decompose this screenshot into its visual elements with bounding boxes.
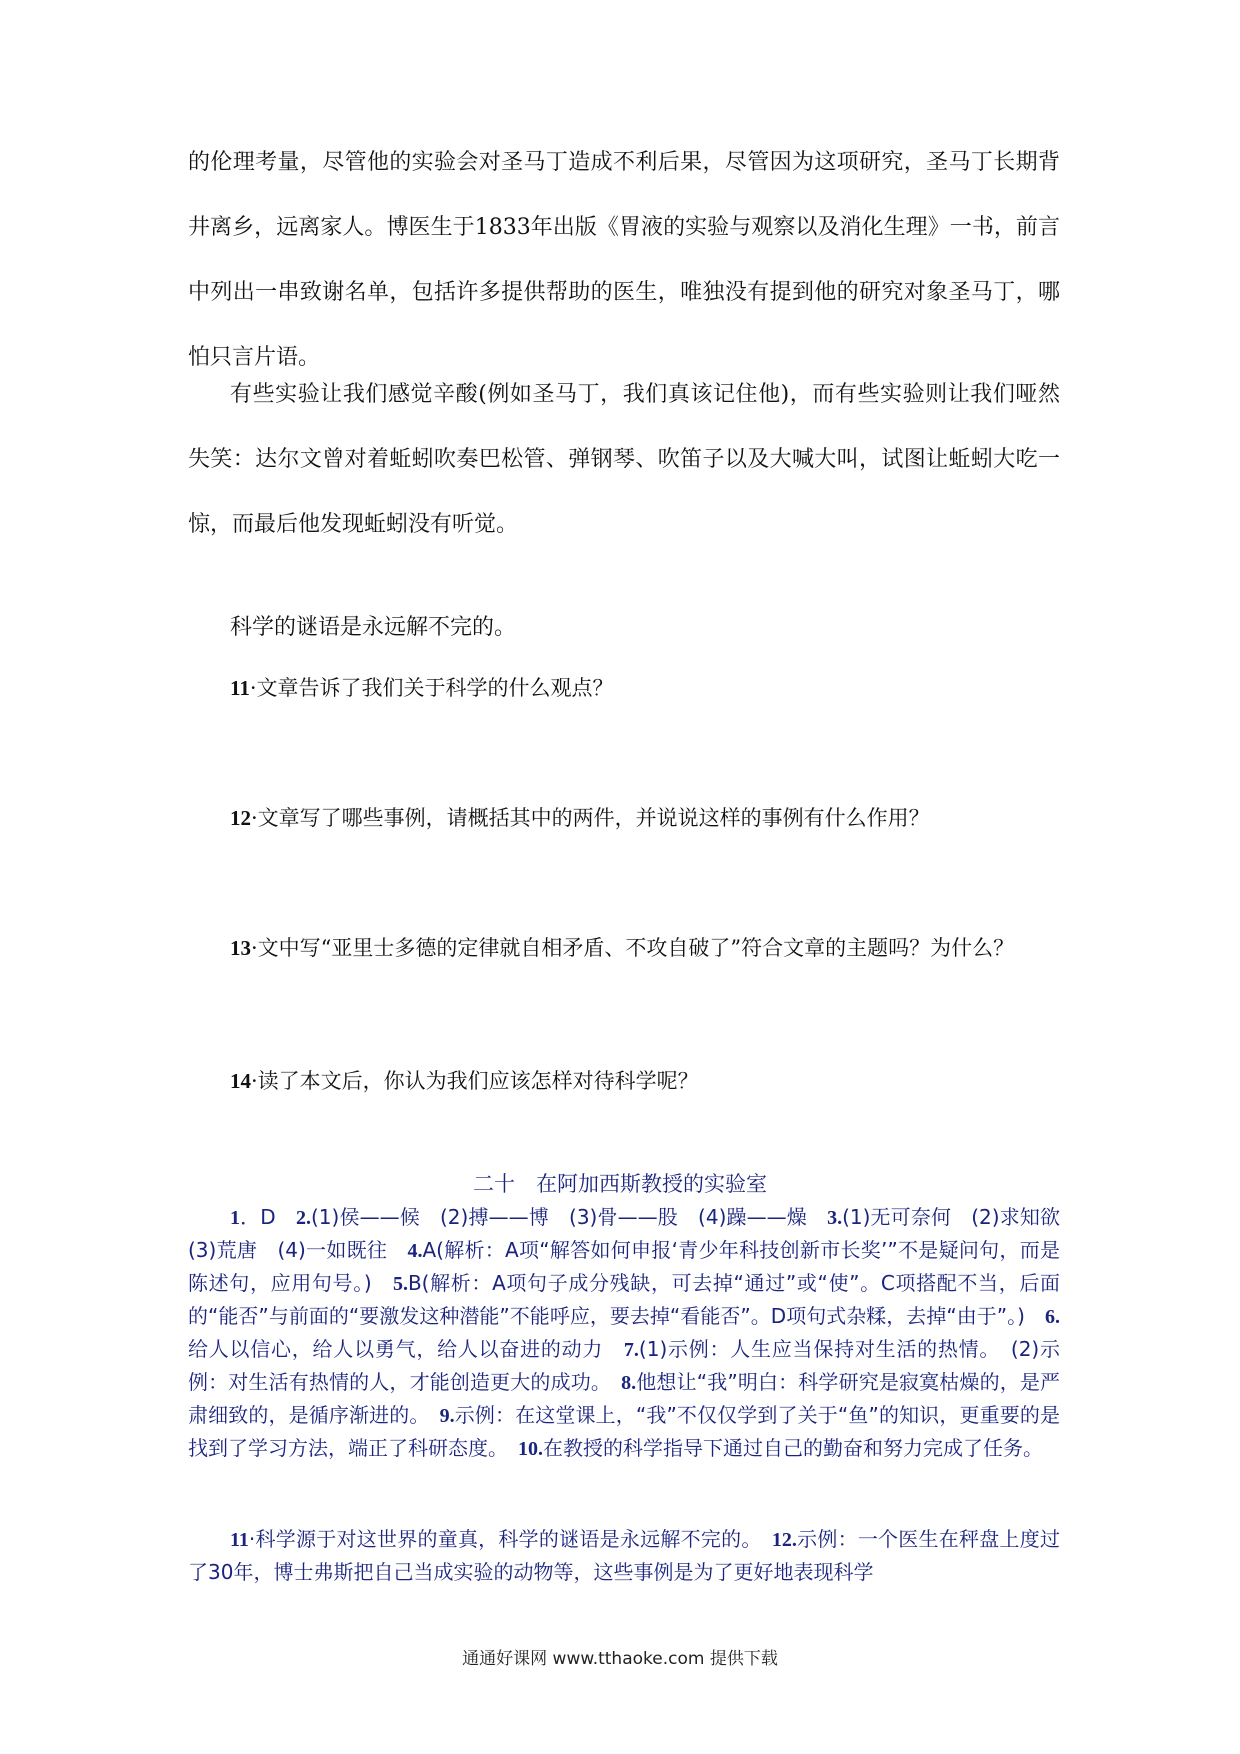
answer-number: 7.: [623, 1339, 639, 1361]
question-number: 13: [230, 936, 251, 960]
question-text: ·文章写了哪些事例，请概括其中的两件，并说说这样的事例有什么作用？: [251, 806, 930, 830]
question-number: 11: [230, 676, 250, 700]
answer-number: 1: [230, 1207, 240, 1229]
question-number: 14: [230, 1069, 251, 1093]
answer-number: 11: [230, 1529, 249, 1551]
answer-text: (1)无可奈何 (2)求知欲 (3)荒唐 (4)一如既往: [188, 1205, 1080, 1262]
answer-text: 在教授的科学指导下通过自己的勤奋和努力完成了任务。: [543, 1436, 1043, 1460]
answer-number: 3.: [827, 1207, 843, 1229]
question-14: [188, 1065, 1060, 1098]
question-11: [188, 672, 1060, 705]
answer-section-title: 二十 在阿加西斯教授的实验室: [473, 1172, 767, 1196]
question-number: 12: [230, 806, 251, 830]
answer-text: ·科学源于对这世界的童真，科学的谜语是永远解不完的。: [248, 1527, 772, 1551]
answer-text: B(解析：A项句子成分残缺，可去掉“通过”或“使”。C项搭配不当，后面的“能否”与前面的“要激发这种潜能”不能呼应，要去掉“看能否”。D项句式杂糅，去掉“由于”。): [188, 1271, 1060, 1328]
answer-block-2: [188, 1523, 1060, 1588]
answer-number: 4.: [407, 1240, 423, 1262]
answer-number: 12.: [771, 1529, 797, 1551]
answer-text: 示例：在这堂课上，“我”不仅仅学到了关于“鱼”的知识，更重要的是找到了学习方法，端正了科研态度。: [188, 1403, 1060, 1460]
answer-text: 他想让“我”明白：科学研究是寂寞枯燥的，是严肃细致的，是循序渐进的。: [188, 1370, 1060, 1427]
answer-text: (1)示例：人生应当保持对生活的热情。 (2)示例：对生活有热情的人，才能创造更大的成功。: [188, 1337, 1060, 1394]
passage-paragraph-1: 的伦理考量，尽管他的实验会对圣马丁造成不利后果，尽管因为这项研究，圣马丁长期背井离乡，远离家人。博医生于1833年出版《胃液的实验与观察以及消化生理》一书，前言中列出一串致谢名单，包括许多提供帮助的医生，唯独没有提到他的研究对象圣马丁，哪怕只言片语。: [188, 150, 1060, 370]
answer-number: 5.: [392, 1273, 408, 1295]
answer-number: 10.: [518, 1438, 543, 1460]
answer-text: 给人以信心，给人以勇气，给人以奋进的动力: [188, 1337, 624, 1361]
question-text: ·读了本文后，你认为我们应该怎样对待科学呢？: [251, 1069, 699, 1093]
answer-block-1: [188, 1201, 1080, 1465]
answer-number: 6.: [1045, 1306, 1060, 1328]
answer-text: A(解析：A项“解答如何申报‘青少年科技创新市长奖’”不是疑问句，而是陈述句，应用句号。): [188, 1238, 1060, 1295]
answer-number: 2.: [295, 1207, 311, 1229]
passage-paragraph-3: 科学的谜语是永远解不完的。: [230, 615, 517, 640]
page-footer: 通通好课网 www.tthaoke.com 提供下载: [462, 1649, 778, 1669]
question-text: ·文中写“亚里士多德的定律就自相矛盾、不攻自破了”符合文章的主题吗？为什么？: [251, 936, 1015, 960]
answer-number: 9.: [439, 1405, 455, 1427]
answer-number: 8.: [621, 1372, 637, 1394]
passage-paragraph-2: 有些实验让我们感觉辛酸(例如圣马丁，我们真该记住他)，而有些实验则让我们哑然失笑：达尔文曾对着蚯蚓吹奏巴松管、弹钢琴、吹笛子以及大喊大叫，试图让蚯蚓大吃一惊，而最后他发现蚯蚓没有听觉。: [188, 382, 1060, 537]
question-13: [188, 932, 1060, 965]
question-12: [188, 802, 1060, 835]
question-text: ·文章告诉了我们关于科学的什么观点？: [249, 676, 614, 700]
answer-text: ．D: [240, 1205, 296, 1229]
answer-text: 示例：一个医生在秤盘上度过了30年，博士弗斯把自己当成实验的动物等，这些事例是为了更好地表现科学: [188, 1527, 1061, 1584]
answer-text: (1)侯——候 (2)搏——博 (3)骨——股 (4)躁——燥: [310, 1205, 828, 1229]
